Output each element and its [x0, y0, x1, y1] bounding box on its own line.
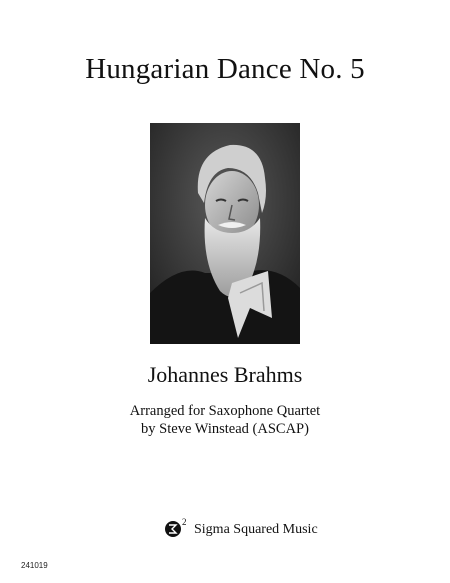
logo-superscript: 2: [182, 516, 187, 527]
publisher-block: [164, 518, 318, 542]
score-title: Hungarian Dance No. 5: [85, 53, 365, 85]
sigma-squared-logo-icon: [164, 517, 190, 544]
arranger-credit: by Steve Winstead (ASCAP): [141, 421, 309, 437]
publisher-name: Sigma Squared Music: [194, 522, 318, 537]
composer-portrait: [150, 123, 300, 344]
arrangement-line: Arranged for Saxophone Quartet: [129, 403, 321, 419]
catalog-number: 241019: [21, 561, 48, 570]
composer-name: Johannes Brahms: [147, 362, 303, 387]
